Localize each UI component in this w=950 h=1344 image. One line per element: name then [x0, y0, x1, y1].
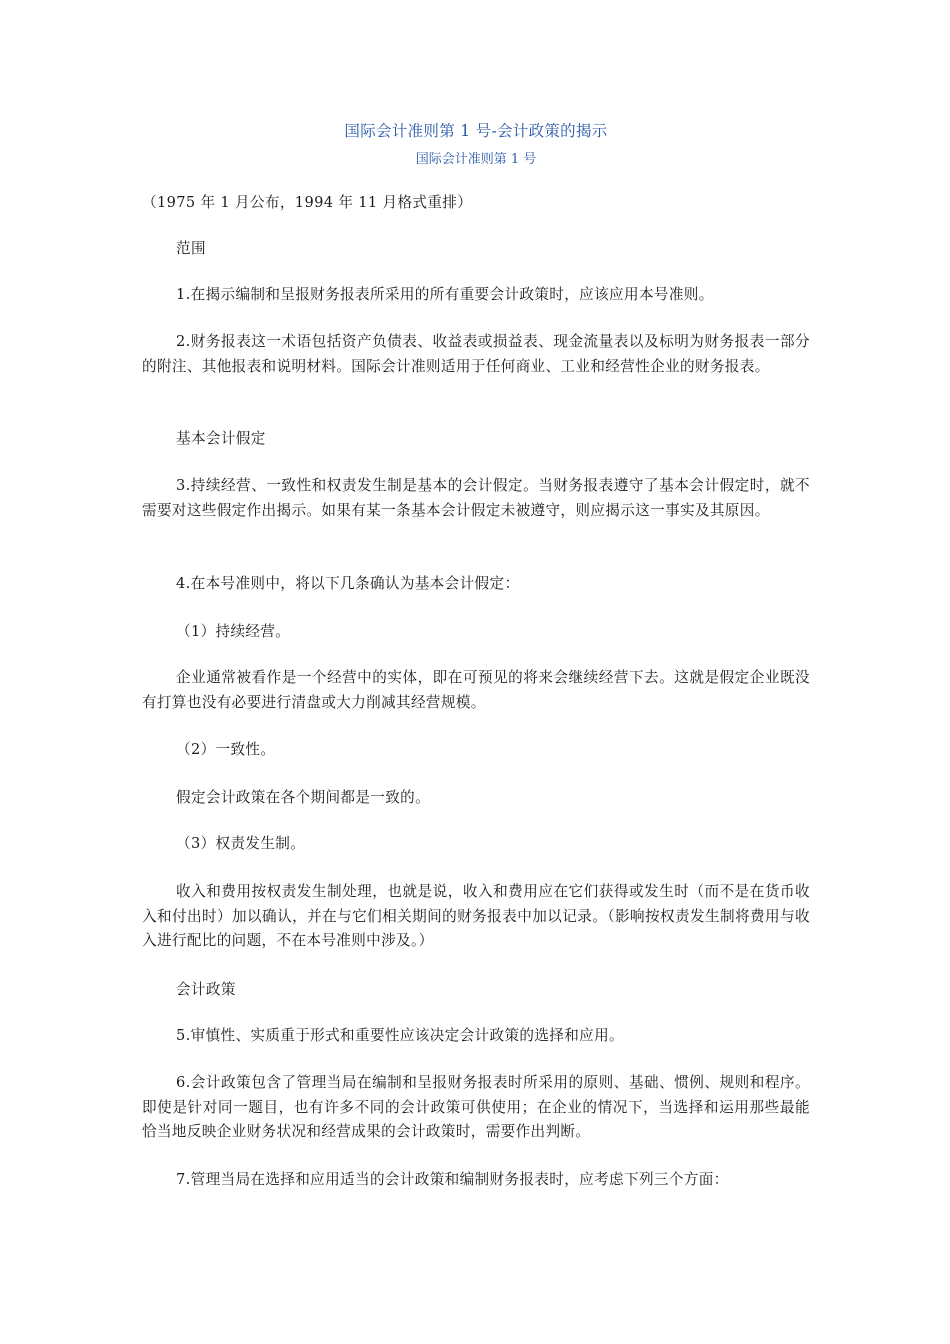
section-heading-scope: 范围	[176, 240, 206, 257]
paragraph-6: 6.会计政策包含了管理当局在编制和呈报财务报表时所采用的原则、基础、惯例、规则和程序。即使是针对同一题目，也有许多不同的会计政策可供使用；在企业的情况下，当选择和运用那些最能恰当地反映企业财务状况和经营成果的会计政策时，需要作出判断。	[142, 1074, 810, 1140]
list-item-2: （2）一致性。	[176, 741, 276, 758]
document-subtitle: 国际会计准则第 1 号	[415, 152, 537, 167]
paragraph-1: 1.在揭示编制和呈报财务报表所采用的所有重要会计政策时，应该应用本号准则。	[176, 286, 714, 303]
list-item-3: （3）权责发生制。	[176, 835, 306, 852]
paragraph-4: 4.在本号准则中，将以下几条确认为基本会计假定：	[176, 575, 520, 592]
paragraph-going-concern: 企业通常被看作是一个经营中的实体，即在可预见的将来会继续经营下去。这就是假定企业既没有打算也没有必要进行清盘或大力削减其经营规模。	[142, 669, 810, 711]
paragraph-7: 7.管理当局在选择和应用适当的会计政策和编制财务报表时，应考虑下列三个方面：	[176, 1171, 729, 1188]
paragraph-accrual: 收入和费用按权责发生制处理，也就是说，收入和费用应在它们获得或发生时（而不是在货币收入和付出时）加以确认，并在与它们相关期间的财务报表中加以记录。（影响按权责发生制将费用与收入进行配比的问题，不在本号准则中涉及。）	[142, 883, 810, 949]
publication-note: （1975 年 1 月公布，1994 年 11 月格式重排）	[142, 194, 473, 211]
paragraph-consistency: 假定会计政策在各个期间都是一致的。	[176, 789, 431, 806]
document-title: 国际会计准则第 1 号-会计政策的揭示	[344, 122, 608, 140]
section-heading-policies: 会计政策	[176, 981, 236, 998]
section-heading-assumptions: 基本会计假定	[176, 430, 266, 447]
list-item-1: （1）持续经营。	[176, 623, 291, 640]
paragraph-5: 5.审慎性、实质重于形式和重要性应该决定会计政策的选择和应用。	[176, 1027, 624, 1044]
paragraph-3: 3.持续经营、一致性和权责发生制是基本的会计假定。当财务报表遵守了基本会计假定时，就不需要对这些假定作出揭示。如果有某一条基本会计假定未被遵守，则应揭示这一事实及其原因。	[142, 477, 810, 519]
paragraph-2: 2.财务报表这一术语包括资产负债表、收益表或损益表、现金流量表以及标明为财务报表一部分的附注、其他报表和说明材料。国际会计准则适用于任何商业、工业和经营性企业的财务报表。	[142, 333, 810, 375]
